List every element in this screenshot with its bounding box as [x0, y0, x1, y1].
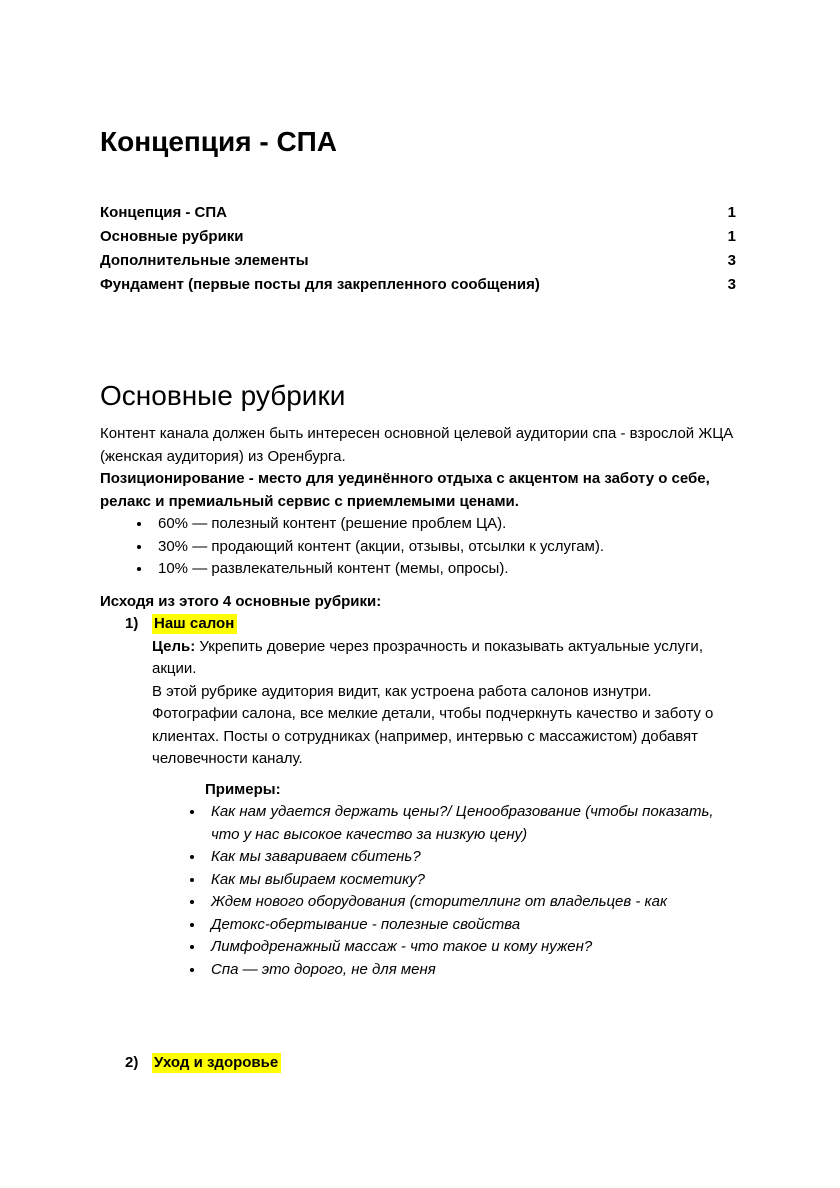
rubric-number: 1) [125, 615, 139, 632]
rubric-body [152, 1052, 740, 1075]
toc-entry-label: Концепция - СПА [100, 204, 227, 221]
rubric-title [152, 613, 740, 636]
examples-label: Примеры: [205, 780, 281, 798]
toc-entry-label: Дополнительные элементы [100, 252, 309, 269]
rubric-description-line1: В этой рубрике аудитория видит, как устроена работа салонов изнутри. [152, 682, 652, 700]
highlighted-rubric-title: Наш салон [152, 614, 237, 634]
toc-entry-page-number: 1 [727, 228, 736, 245]
rubric-item-2 [100, 1052, 740, 1075]
toc-entry-page-number: 1 [727, 204, 736, 221]
rubric-body [152, 613, 740, 981]
rubric-description-line2: Фотографии салона, все мелкие детали, чтобы подчеркнуть качество и заботу о клиентах. Посты о сотрудниках (например, интервью с массажистом) добавят человечности каналу. [152, 705, 714, 767]
toc-entry[interactable] [100, 225, 740, 249]
toc-entry-page-number: 3 [727, 276, 736, 293]
example-item: • Как мы завариваем сбитень? [205, 846, 740, 869]
rubrics-intro: Исходя из этого 4 основные рубрики: [100, 592, 382, 610]
rubric-number: 2) [125, 1054, 139, 1071]
examples-list [152, 801, 740, 981]
document-title: Концепция - СПА [100, 126, 338, 157]
rubric-title [152, 1052, 740, 1075]
example-item: • Спа — это дорого, не для меня [205, 959, 740, 982]
toc-entry-page-number: 3 [727, 252, 736, 269]
positioning-paragraph: Позиционирование - место для уединённого отдыха с акцентом на заботу о себе, релакс и премиальный сервис с приемлемыми ценами. [100, 470, 710, 510]
content-mix-item: • 10% — развлекательный контент (мемы, опросы). [152, 558, 740, 581]
example-item: • Как мы выбираем косметику? [205, 869, 740, 892]
rubric-goal [152, 636, 740, 681]
toc-entry-label: Основные рубрики [100, 228, 244, 245]
highlighted-rubric-title: Уход и здоровье [152, 1053, 281, 1073]
content-mix-list [100, 513, 740, 581]
toc-entry-label: Фундамент (первые посты для закрепленного сообщения) [100, 276, 540, 293]
toc-entry[interactable] [100, 249, 740, 273]
content-mix-item: • 30% — продающий контент (акции, отзывы, отсылки к услугам). [152, 536, 740, 559]
example-item: • Лимфодренажный массаж - что такое и кому нужен? [205, 936, 740, 959]
example-item: • Как нам удается держать цены?/ Ценообразование (чтобы показать, что у нас высокое качество за низкую цену) [205, 801, 740, 846]
example-item: • Детокс-обертывание - полезные свойства [205, 914, 740, 937]
goal-label: Цель: [152, 637, 196, 655]
goal-text: Укрепить доверие через прозрачность и показывать актуальные услуги, акции. [152, 637, 703, 677]
content-mix-item: • 60% — полезный контент (решение проблем ЦА). [152, 513, 740, 536]
rubric-item-1 [100, 613, 740, 981]
section-heading: Основные рубрики [100, 380, 346, 411]
intro-paragraph: Контент канала должен быть интересен основной целевой аудитории спа - взрослой ЖЦА (женская аудитория) из Оренбурга. [100, 425, 734, 465]
table-of-contents [100, 201, 740, 297]
example-item: • Ждем нового оборудования (сторителлинг от владельцев - как [205, 891, 740, 914]
toc-entry[interactable] [100, 273, 740, 297]
toc-entry[interactable] [100, 201, 740, 225]
